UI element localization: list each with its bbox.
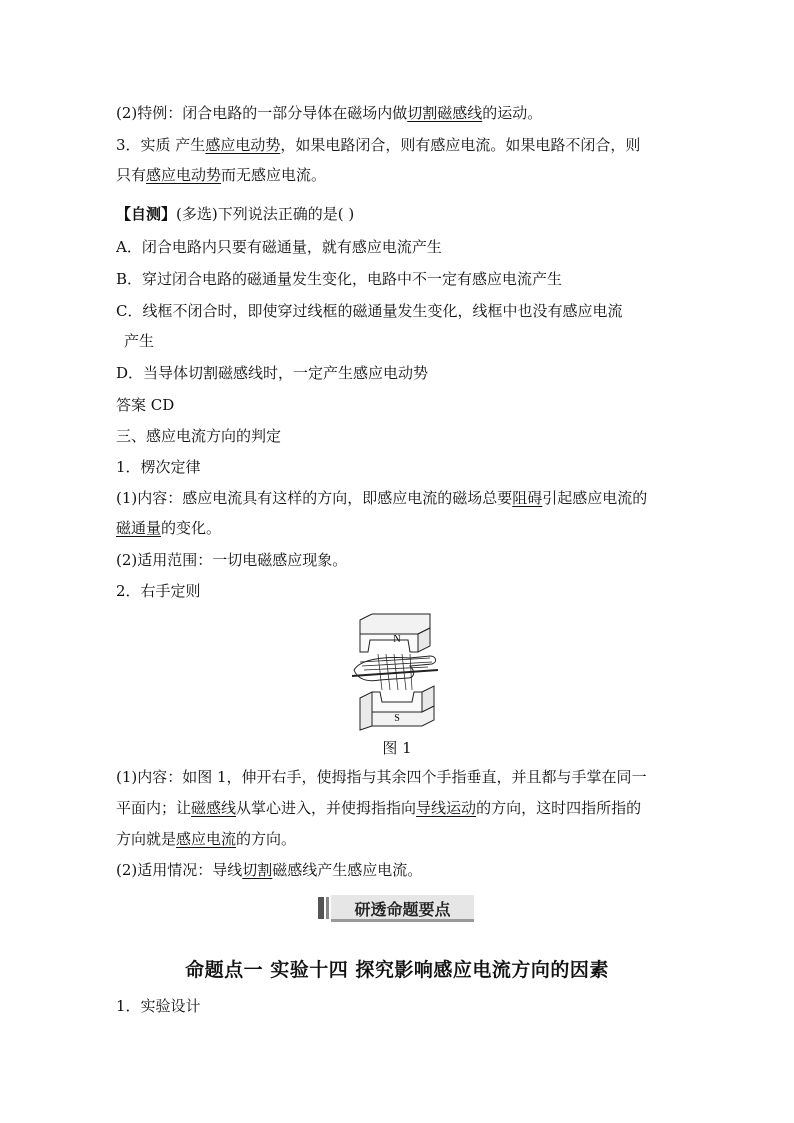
topic-heading: 命题点一 实验十四 探究影响感应电流方向的因素 [185, 959, 609, 981]
text-line: (2)适用情况：导线切割磁感线产生感应电流。 [116, 861, 423, 879]
option-c-continued: 产生 [124, 332, 155, 350]
text-line: 3．实质 产生感应电动势，如果电路闭合，则有感应电流。如果电路不闭合，则 [116, 136, 641, 154]
option-a: A．闭合电路内只要有磁通量，就有感应电流产生 [116, 238, 442, 256]
underlined-term: 感应电动势 [205, 136, 281, 154]
subsection-title: 1．实验设计 [116, 997, 201, 1015]
underlined-term: 切割 [242, 861, 273, 879]
figure-caption: 图 1 [382, 739, 412, 757]
underlined-term: 磁通量 [116, 519, 162, 537]
text-line: (1)内容：感应电流具有这样的方向，即感应电流的磁场总要阻碍引起感应电流的 [116, 489, 648, 507]
text-line: 只有感应电动势而无感应电流。 [116, 166, 327, 184]
wire [352, 670, 438, 676]
section-title: 三、感应电流方向的判定 [116, 427, 282, 445]
answer: 答案 CD [116, 396, 175, 414]
self-test-line: 【自测】(多选)下列说法正确的是( ) [116, 205, 355, 223]
option-d: D．当导体切割磁感线时，一定产生感应电动势 [116, 364, 429, 382]
underlined-term: 导线运动 [416, 799, 477, 817]
subsection-title: 2．右手定则 [116, 582, 201, 600]
banner-bar [326, 897, 329, 919]
underlined-term: 磁感线 [191, 799, 237, 817]
banner-box [331, 895, 474, 922]
north-label: N [393, 634, 401, 645]
underlined-term: 感应电流 [176, 830, 237, 848]
text-line: 平面内；让磁感线从掌心进入，并使拇指指向导线运动的方向，这时四指所指的 [116, 799, 642, 817]
banner-bar [318, 897, 324, 919]
option-c: C．线框不闭合时，即使穿过线框的磁通量发生变化，线框中也没有感应电流 [116, 302, 623, 320]
text-line: 方向就是感应电流的方向。 [116, 830, 297, 848]
south-label: S [394, 713, 400, 724]
section-banner [318, 895, 476, 921]
banner-text: 研透命题要点 [354, 900, 451, 919]
option-b: B．穿过闭合电路的磁通量发生变化，电路中不一定有感应电流产生 [116, 270, 563, 288]
text-line: (2)适用范围：一切电磁感应现象。 [116, 551, 348, 569]
underlined-term: 感应电动势 [146, 166, 222, 184]
text-line: (2)特例：闭合电路的一部分导体在磁场内做切割磁感线的运动。 [116, 104, 543, 122]
underlined-term: 阻碍 [512, 489, 543, 507]
text-line: 磁通量的变化。 [116, 519, 222, 537]
self-test-label: 【自测】 [116, 205, 177, 223]
subsection-title: 1．楞次定律 [116, 458, 201, 476]
north-magnet [360, 614, 430, 634]
text-line: (1)内容：如图 1，伸开右手，使拇指与其余四个手指垂直，并且都与手掌在同一 [116, 768, 647, 786]
underlined-term: 切割磁感线 [407, 104, 483, 122]
right-hand-rule-figure [350, 612, 446, 732]
south-magnet [372, 692, 422, 712]
